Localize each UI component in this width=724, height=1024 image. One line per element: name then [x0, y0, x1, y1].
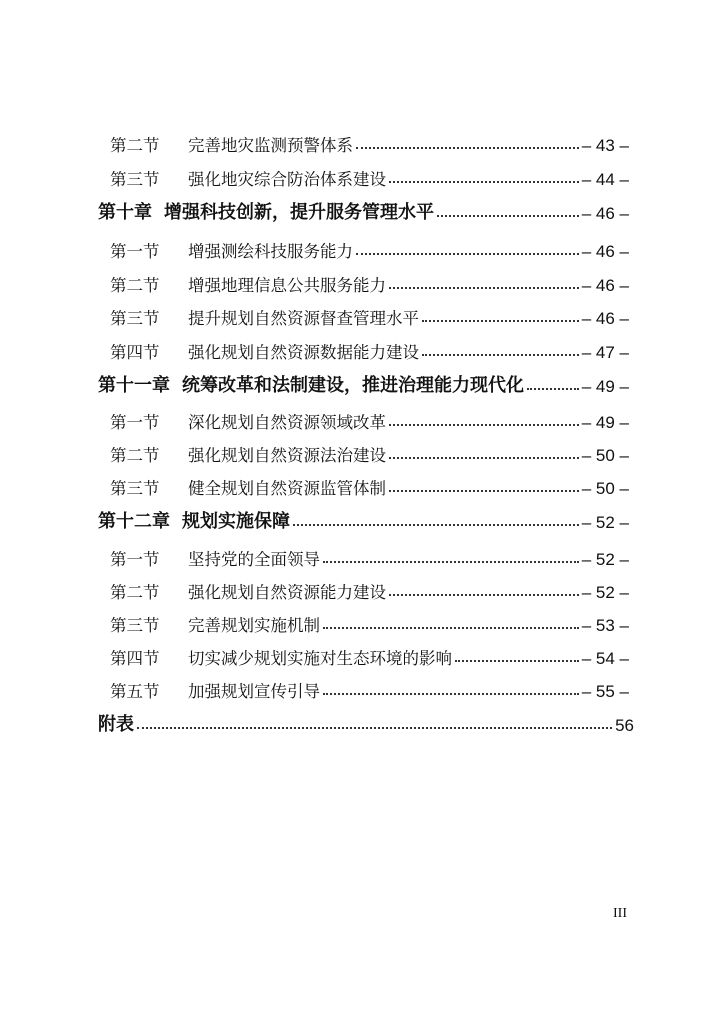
toc-entry-page: 56 [615, 716, 634, 735]
toc-entry-number: 第十一章 [98, 375, 170, 396]
toc-entry-number: 第二节 [110, 583, 160, 602]
toc-entry-page: – 55 – [581, 682, 629, 701]
toc-section-entry[interactable] [110, 643, 629, 669]
toc-chapter-entry[interactable] [98, 198, 629, 224]
toc-entry-title: 强化规划自然资源法治建设 [188, 446, 386, 465]
toc-entry-number: 第四节 [110, 343, 160, 362]
dot-leader [422, 354, 579, 356]
toc-entry-number: 第十章 [98, 202, 152, 223]
dot-leader [422, 320, 579, 322]
toc-section-entry[interactable] [110, 577, 629, 603]
toc-entry-title: 提升规划自然资源督查管理水平 [188, 309, 419, 328]
dot-leader [323, 627, 579, 629]
toc-section-entry[interactable] [110, 440, 629, 466]
dot-leader [323, 693, 579, 695]
dot-leader [389, 424, 579, 426]
dot-leader [389, 457, 579, 459]
toc-entry-title: 完善规划实施机制 [188, 616, 320, 635]
dot-leader [137, 727, 612, 729]
toc-section-entry[interactable] [110, 164, 629, 190]
toc-entry-number: 第四节 [110, 649, 160, 668]
toc-entry-title: 统筹改革和法制建设，推进治理能力现代化 [182, 375, 524, 396]
toc-entry-page: – 50 – [581, 479, 629, 498]
dot-leader [527, 388, 579, 390]
toc-entry-title: 切实减少规划实施对生态环境的影响 [188, 649, 452, 668]
toc-entry-number: 第十二章 [98, 511, 170, 532]
toc-entry-number: 第二节 [110, 446, 160, 465]
toc-entry-number: 第一节 [110, 413, 160, 432]
dot-leader [389, 181, 579, 183]
toc-entry-page: – 52 – [581, 513, 629, 532]
toc-section-entry[interactable] [110, 337, 629, 363]
toc-entry-page: – 50 – [581, 446, 629, 465]
toc-section-entry[interactable] [110, 303, 629, 329]
toc-entry-title: 强化地灾综合防治体系建设 [188, 170, 386, 189]
dot-leader [356, 147, 579, 149]
toc-entry-page: – 46 – [581, 309, 629, 328]
toc-entry-page: – 52 – [581, 550, 629, 569]
toc-entry-page: – 43 – [581, 136, 629, 155]
toc-section-entry[interactable] [110, 610, 629, 636]
toc-entry-number: 第三节 [110, 616, 160, 635]
toc-entry-page: – 49 – [581, 377, 629, 396]
toc-entry-title: 增强科技创新，提升服务管理水平 [164, 202, 434, 223]
toc-entry-number: 第三节 [110, 170, 160, 189]
toc-entry-page: – 46 – [581, 204, 629, 223]
page-number-footer: III [613, 906, 627, 921]
dot-leader [437, 215, 579, 217]
toc-section-entry[interactable] [110, 407, 629, 433]
toc-section-entry[interactable] [110, 236, 629, 262]
toc-entry-title: 加强规划宣传引导 [188, 682, 320, 701]
toc-entry-title: 坚持党的全面领导 [188, 550, 320, 569]
toc-entry-page: – 53 – [581, 616, 629, 635]
toc-entry-title: 附表 [98, 714, 134, 735]
toc-entry-number: 第一节 [110, 242, 160, 261]
toc-entry-number: 第二节 [110, 276, 160, 295]
dot-leader [356, 253, 579, 255]
toc-entry-title: 强化规划自然资源能力建设 [188, 583, 386, 602]
toc-entry-number: 第五节 [110, 682, 160, 701]
toc-appendix-entry[interactable] [98, 710, 634, 736]
toc-entry-page: – 47 – [581, 343, 629, 362]
toc-section-entry[interactable] [110, 130, 629, 156]
dot-leader [389, 287, 579, 289]
toc-chapter-entry[interactable] [98, 371, 629, 397]
dot-leader [389, 490, 579, 492]
toc-entry-page: – 46 – [581, 276, 629, 295]
toc-section-entry[interactable] [110, 544, 629, 570]
dot-leader [455, 660, 579, 662]
toc-entry-page: – 49 – [581, 413, 629, 432]
toc-entry-title: 健全规划自然资源监管体制 [188, 479, 386, 498]
toc-entry-title: 规划实施保障 [182, 511, 290, 532]
toc-chapter-entry[interactable] [98, 507, 629, 533]
toc-entry-number: 第二节 [110, 136, 160, 155]
toc-section-entry[interactable] [110, 473, 629, 499]
toc-entry-title: 增强测绘科技服务能力 [188, 242, 353, 261]
toc-entry-number: 第一节 [110, 550, 160, 569]
dot-leader [389, 594, 579, 596]
toc-entry-page: – 54 – [581, 649, 629, 668]
toc-entry-number: 第三节 [110, 479, 160, 498]
toc-entry-page: – 44 – [581, 170, 629, 189]
dot-leader [323, 561, 579, 563]
toc-entry-page: – 52 – [581, 583, 629, 602]
toc-entry-number: 第三节 [110, 309, 160, 328]
toc-entry-page: – 46 – [581, 242, 629, 261]
dot-leader [293, 524, 579, 526]
toc-entry-title: 完善地灾监测预警体系 [188, 136, 353, 155]
toc-entry-title: 深化规划自然资源领域改革 [188, 413, 386, 432]
toc-entry-title: 强化规划自然资源数据能力建设 [188, 343, 419, 362]
toc-section-entry[interactable] [110, 676, 629, 702]
toc-section-entry[interactable] [110, 270, 629, 296]
toc-entry-title: 增强地理信息公共服务能力 [188, 276, 386, 295]
